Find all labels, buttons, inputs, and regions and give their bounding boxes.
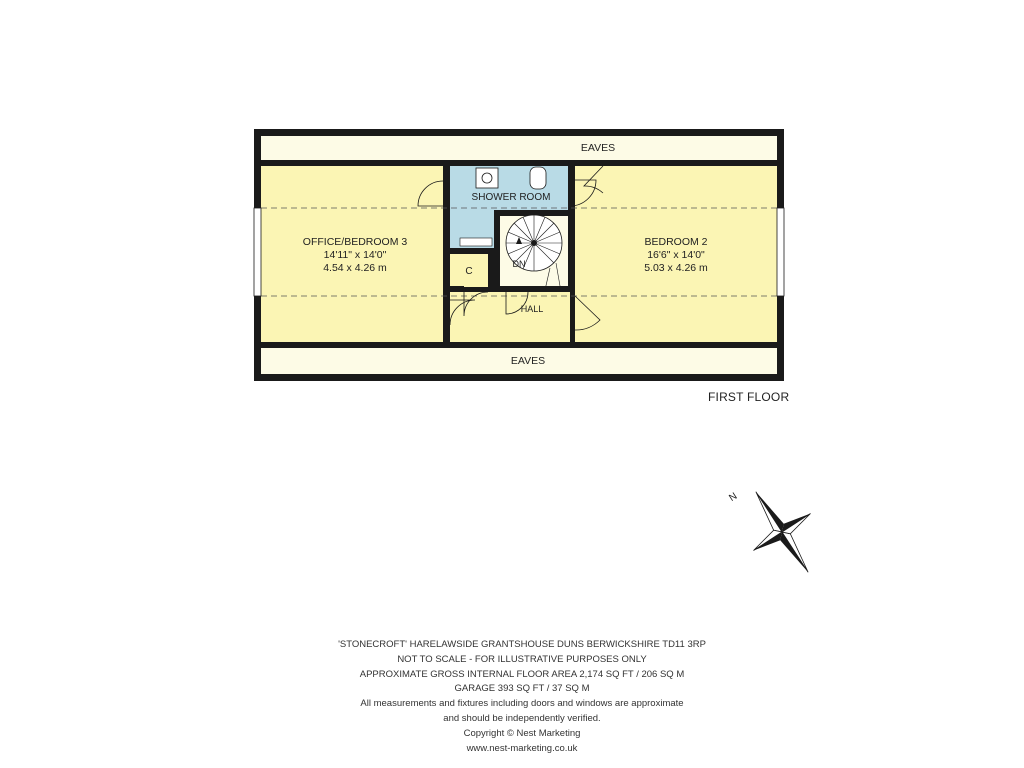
shower-room-label: SHOWER ROOM [471,192,551,203]
office-imperial: 14'11" x 14'0" [323,249,387,261]
footer-disclaimer [262,638,782,756]
bedroom2-imperial: 16'6" x 14'0" [647,249,705,261]
bedroom2-metric: 5.03 x 4.26 m [644,262,708,274]
landing-area [450,292,494,342]
footer-scale-note: NOT TO SCALE - FOR ILLUSTRATIVE PURPOSES ONLY [397,653,647,665]
compass-north-label: N [727,490,740,505]
wall-cupboard-bottom [450,286,464,292]
shower-tray-icon [460,238,492,246]
footer-copyright: Copyright © Nest Marketing [463,727,581,739]
footer-address: 'STONECROFT' HARELAWSIDE GRANTSHOUSE DUNS BERWICKSHIRE TD11 3RP [338,639,706,650]
wall-eaves-top-mid [443,160,568,166]
compass-icon [727,473,836,591]
window-left [254,208,261,296]
floor-label: FIRST FLOOR [708,390,790,404]
wall-eaves-bottom-left [261,342,497,348]
footer-verification-note: and should be independently verified. [443,712,601,724]
eaves-bottom-label: EAVES [510,355,546,367]
wall-eaves-top-left [261,160,443,166]
wall-stair-bottom [550,286,575,292]
toilet-icon [530,167,546,189]
hall-label: HALL [520,304,544,314]
wall-hall-stub [488,286,506,292]
wall-eaves-bottom-right [566,342,777,348]
stairs-down-label: DN [512,259,526,269]
office-metric: 4.54 x 4.26 m [323,262,387,274]
wall-eaves-top-right [603,160,777,166]
office-name: OFFICE/BEDROOM 3 [302,236,408,248]
footer-floor-area: APPROXIMATE GROSS INTERNAL FLOOR AREA 2,174 SQ FT / 206 SQ M [359,668,685,680]
eaves-top-area [261,136,777,160]
bedroom2-name: BEDROOM 2 [644,236,708,248]
footer-website-link[interactable]: www.nest-marketing.co.uk [466,742,578,754]
footer-measurements-note: All measurements and fixtures including doors and windows are approximate [360,698,684,710]
wall-cupboard-top [450,248,494,254]
shower-room-area [450,166,570,210]
wall-stair-left [494,210,500,292]
basin-icon [476,168,498,188]
hall-area [494,292,570,342]
wall-left-partition [443,166,450,342]
eaves-top-label: EAVES [580,142,616,154]
footer-garage-area: GARAGE 393 SQ FT / 37 SQ M [454,683,590,695]
cupboard-label: C [465,266,473,277]
window-right [777,208,784,296]
wall-right-partition [568,166,575,292]
